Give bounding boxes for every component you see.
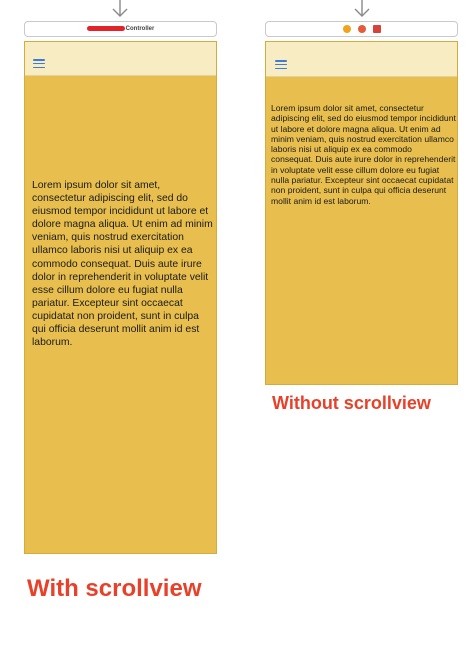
entry-point-arrow-icon [110, 0, 130, 18]
navigation-bar [266, 42, 457, 77]
first-responder-icon[interactable] [358, 25, 366, 33]
caption-without-scrollview: Without scrollview [272, 393, 431, 413]
caption-with-scrollview: With scrollview [27, 575, 202, 602]
exit-icon[interactable] [373, 25, 381, 33]
hamburger-menu-icon[interactable] [275, 60, 287, 69]
redaction-mark [87, 26, 125, 31]
scene-title: Controller [87, 26, 155, 32]
body-text: Lorem ipsum dolor sit amet, consectetur adipiscing elit, sed do eiusmod tempor incididunt ut labore et dolore magna aliqua. Ut enim ad minim veniam, quis nostrud exercitation ullamco laboris nisi ut aliquip ex ea commodo consequat. Duis aute irure dolor in reprehenderit in voluptate velit esse cillum dolore eu fugiat nulla pariatur. Excepteur sint occaecat cupidatat non proident, sunt in culpa qui officia deserunt mollit anim id est laborum. [32, 180, 213, 349]
entry-point-arrow-icon [352, 0, 372, 18]
view-controller-without-scrollview[interactable] [265, 41, 458, 385]
scene-dock[interactable] [265, 21, 458, 37]
navigation-bar [25, 42, 216, 76]
view-controller-with-scrollview[interactable] [24, 41, 217, 554]
view-controller-icon[interactable] [343, 25, 351, 33]
body-text: Lorem ipsum dolor sit amet, consectetur adipiscing elit, sed do eiusmod tempor incididunt ut labore et dolore magna aliqua. Ut enim ad minim veniam, quis nostrud exercitation ullamco laboris nisi ut aliquip ex ea commodo consequat. Duis aute irure dolor in reprehenderit in voluptate velit esse cillum dolore eu fugiat nulla pariatur. Excepteur sint occaecat cupidatat non proident, sunt in culpa qui officia deserunt mollit anim id est laborum. [271, 103, 456, 206]
scene-title-bar[interactable] [24, 21, 217, 37]
hamburger-menu-icon[interactable] [33, 59, 45, 68]
